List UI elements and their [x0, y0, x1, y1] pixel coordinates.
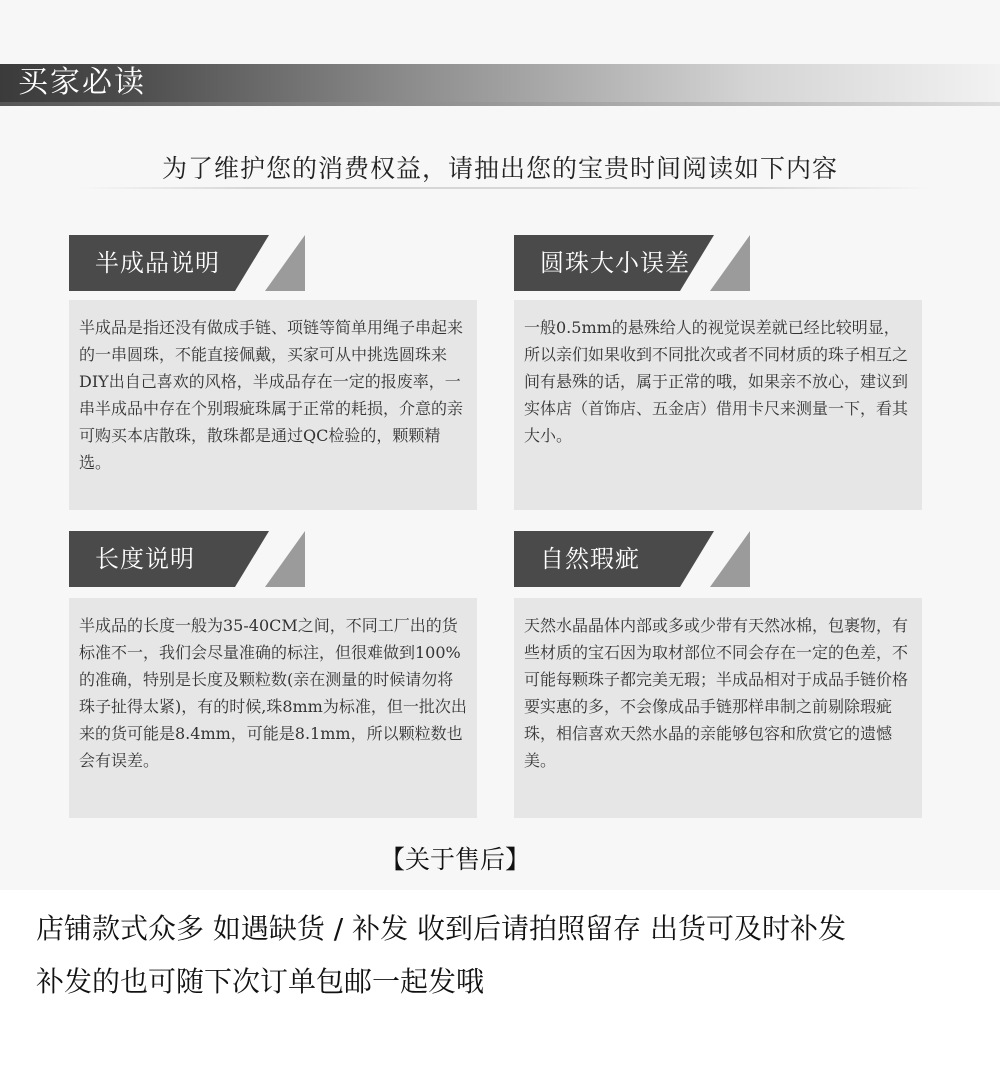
section-header-length [69, 531, 305, 587]
section-wedge-decoration [265, 531, 305, 587]
after-sales-line-2: 补发的也可随下次订单包邮一起发哦 [36, 965, 485, 998]
subtitle-divider [80, 187, 930, 189]
section-header-natural-flaws [514, 531, 750, 587]
section-title: 半成品说明 [95, 249, 220, 277]
section-title: 长度说明 [95, 545, 195, 573]
section-title: 自然瑕疵 [540, 545, 640, 573]
section-wedge-decoration [710, 235, 750, 291]
subtitle: 为了维护您的消费权益，请抽出您的宝贵时间阅读如下内容 [161, 154, 838, 183]
section-body-semi-finished: 半成品是指还没有做成手链、项链等简单用绳子串起来的一串圆珠，不能直接佩戴，买家可从中挑选圆珠来DIY出自己喜欢的风格，半成品存在一定的报废率，一串半成品中存在个别瑕疵珠属于正常的耗损，介意的亲可购买本店散珠，散珠都是通过QC检验的，颗颗精选。 [69, 300, 477, 510]
section-body-bead-size: 一般0.5mm的悬殊给人的视觉误差就已经比较明显，所以亲们如果收到不同批次或者不同材质的珠子相互之间有悬殊的话，属于正常的哦，如果亲不放心，建议到实体店（首饰店、五金店）借用卡尺来测量一下，看其大小。 [514, 300, 922, 510]
header-bar [0, 64, 1000, 102]
section-wedge-decoration [710, 531, 750, 587]
section-header-bead-size [514, 235, 750, 291]
header-title: 买家必读 [18, 65, 146, 100]
section-title: 圆珠大小误差 [540, 249, 690, 277]
after-sales-title: 【关于售后】 [379, 845, 530, 874]
section-header-semi-finished [69, 235, 305, 291]
section-body-natural-flaws: 天然水晶晶体内部或多或少带有天然冰棉，包裹物，有些材质的宝石因为取材部位不同会存在一定的色差，不可能每颗珠子都完美无瑕；半成品相对于成品手链价格要实惠的多，不会像成品手链那样串制之前剔除瑕疵珠，相信喜欢天然水晶的亲能够包容和欣赏它的遗憾美。 [514, 598, 922, 818]
section-body-length: 半成品的长度一般为35-40CM之间，不同工厂出的货标准不一，我们会尽量准确的标注，但很难做到100%的准确，特别是长度及颗粒数(亲在测量的时候请勿将珠子扯得太紧)，有的时候,珠8mm为标准，但一批次出来的货可能是8.4mm，可能是8.1mm，所以颗粒数也会有误差。 [69, 598, 477, 818]
section-wedge-decoration [265, 235, 305, 291]
after-sales-line-1: 店铺款式众多 如遇缺货 / 补发 收到后请拍照留存 出货可及时补发 [36, 912, 846, 945]
